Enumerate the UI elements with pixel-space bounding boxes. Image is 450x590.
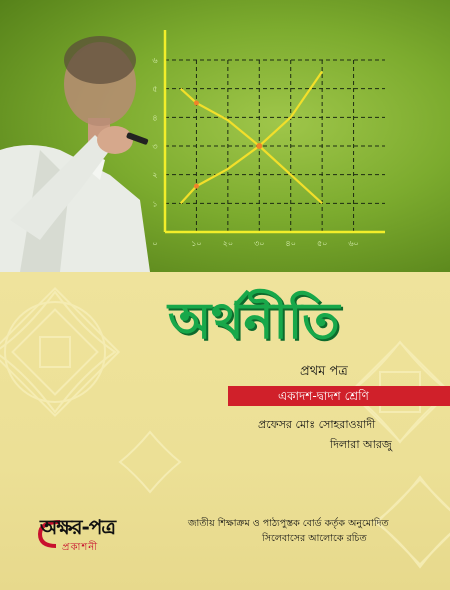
supply-point [194, 184, 199, 189]
equilibrium-point [256, 143, 262, 149]
publisher-subtitle: প্রকাশনী [62, 542, 99, 553]
y-tick-label: ৬ [152, 56, 158, 65]
publisher-logo [40, 514, 140, 560]
book-subtitle: প্রথম পত্র [300, 364, 348, 379]
x-tick-label: ৩০ [254, 239, 265, 248]
class-label: একাদশ-দ্বাদশ শ্রেণি [278, 389, 369, 403]
x-tick-label: ৬০ [348, 239, 359, 248]
publisher-name: অক্ষর-পত্র [40, 515, 116, 539]
approval-line-2: সিলেবাসের আলোকে রচিত [262, 533, 367, 544]
author-name-primary: প্রফেসর মোঃ সোহরাওয়াদী [258, 418, 376, 431]
y-tick-label: ৩ [152, 142, 158, 151]
y-tick-label: ৫ [152, 84, 158, 94]
x-tick-label: ২০ [222, 239, 234, 248]
x-tick-label: ৪০ [285, 239, 296, 248]
book-title: অর্থনীতি [168, 292, 340, 350]
demand-point [194, 101, 199, 106]
cover-photo-area [0, 0, 450, 272]
x-tick-label: ১০ [191, 239, 202, 248]
y-tick-label: ১ [152, 199, 158, 209]
x-tick-label: ০ [152, 239, 158, 248]
supply-demand-graph [0, 0, 450, 272]
y-tick-label: ২ [152, 170, 158, 180]
author-name-secondary: দিলারা আরজু [330, 438, 392, 451]
x-tick-label: ৫০ [316, 239, 328, 248]
approval-line-1: জাতীয় শিক্ষাক্রম ও পাঠ্যপুস্তক বোর্ড কর্তৃক অনুমোদিত [188, 518, 389, 529]
y-tick-label: ৪ [152, 113, 158, 123]
